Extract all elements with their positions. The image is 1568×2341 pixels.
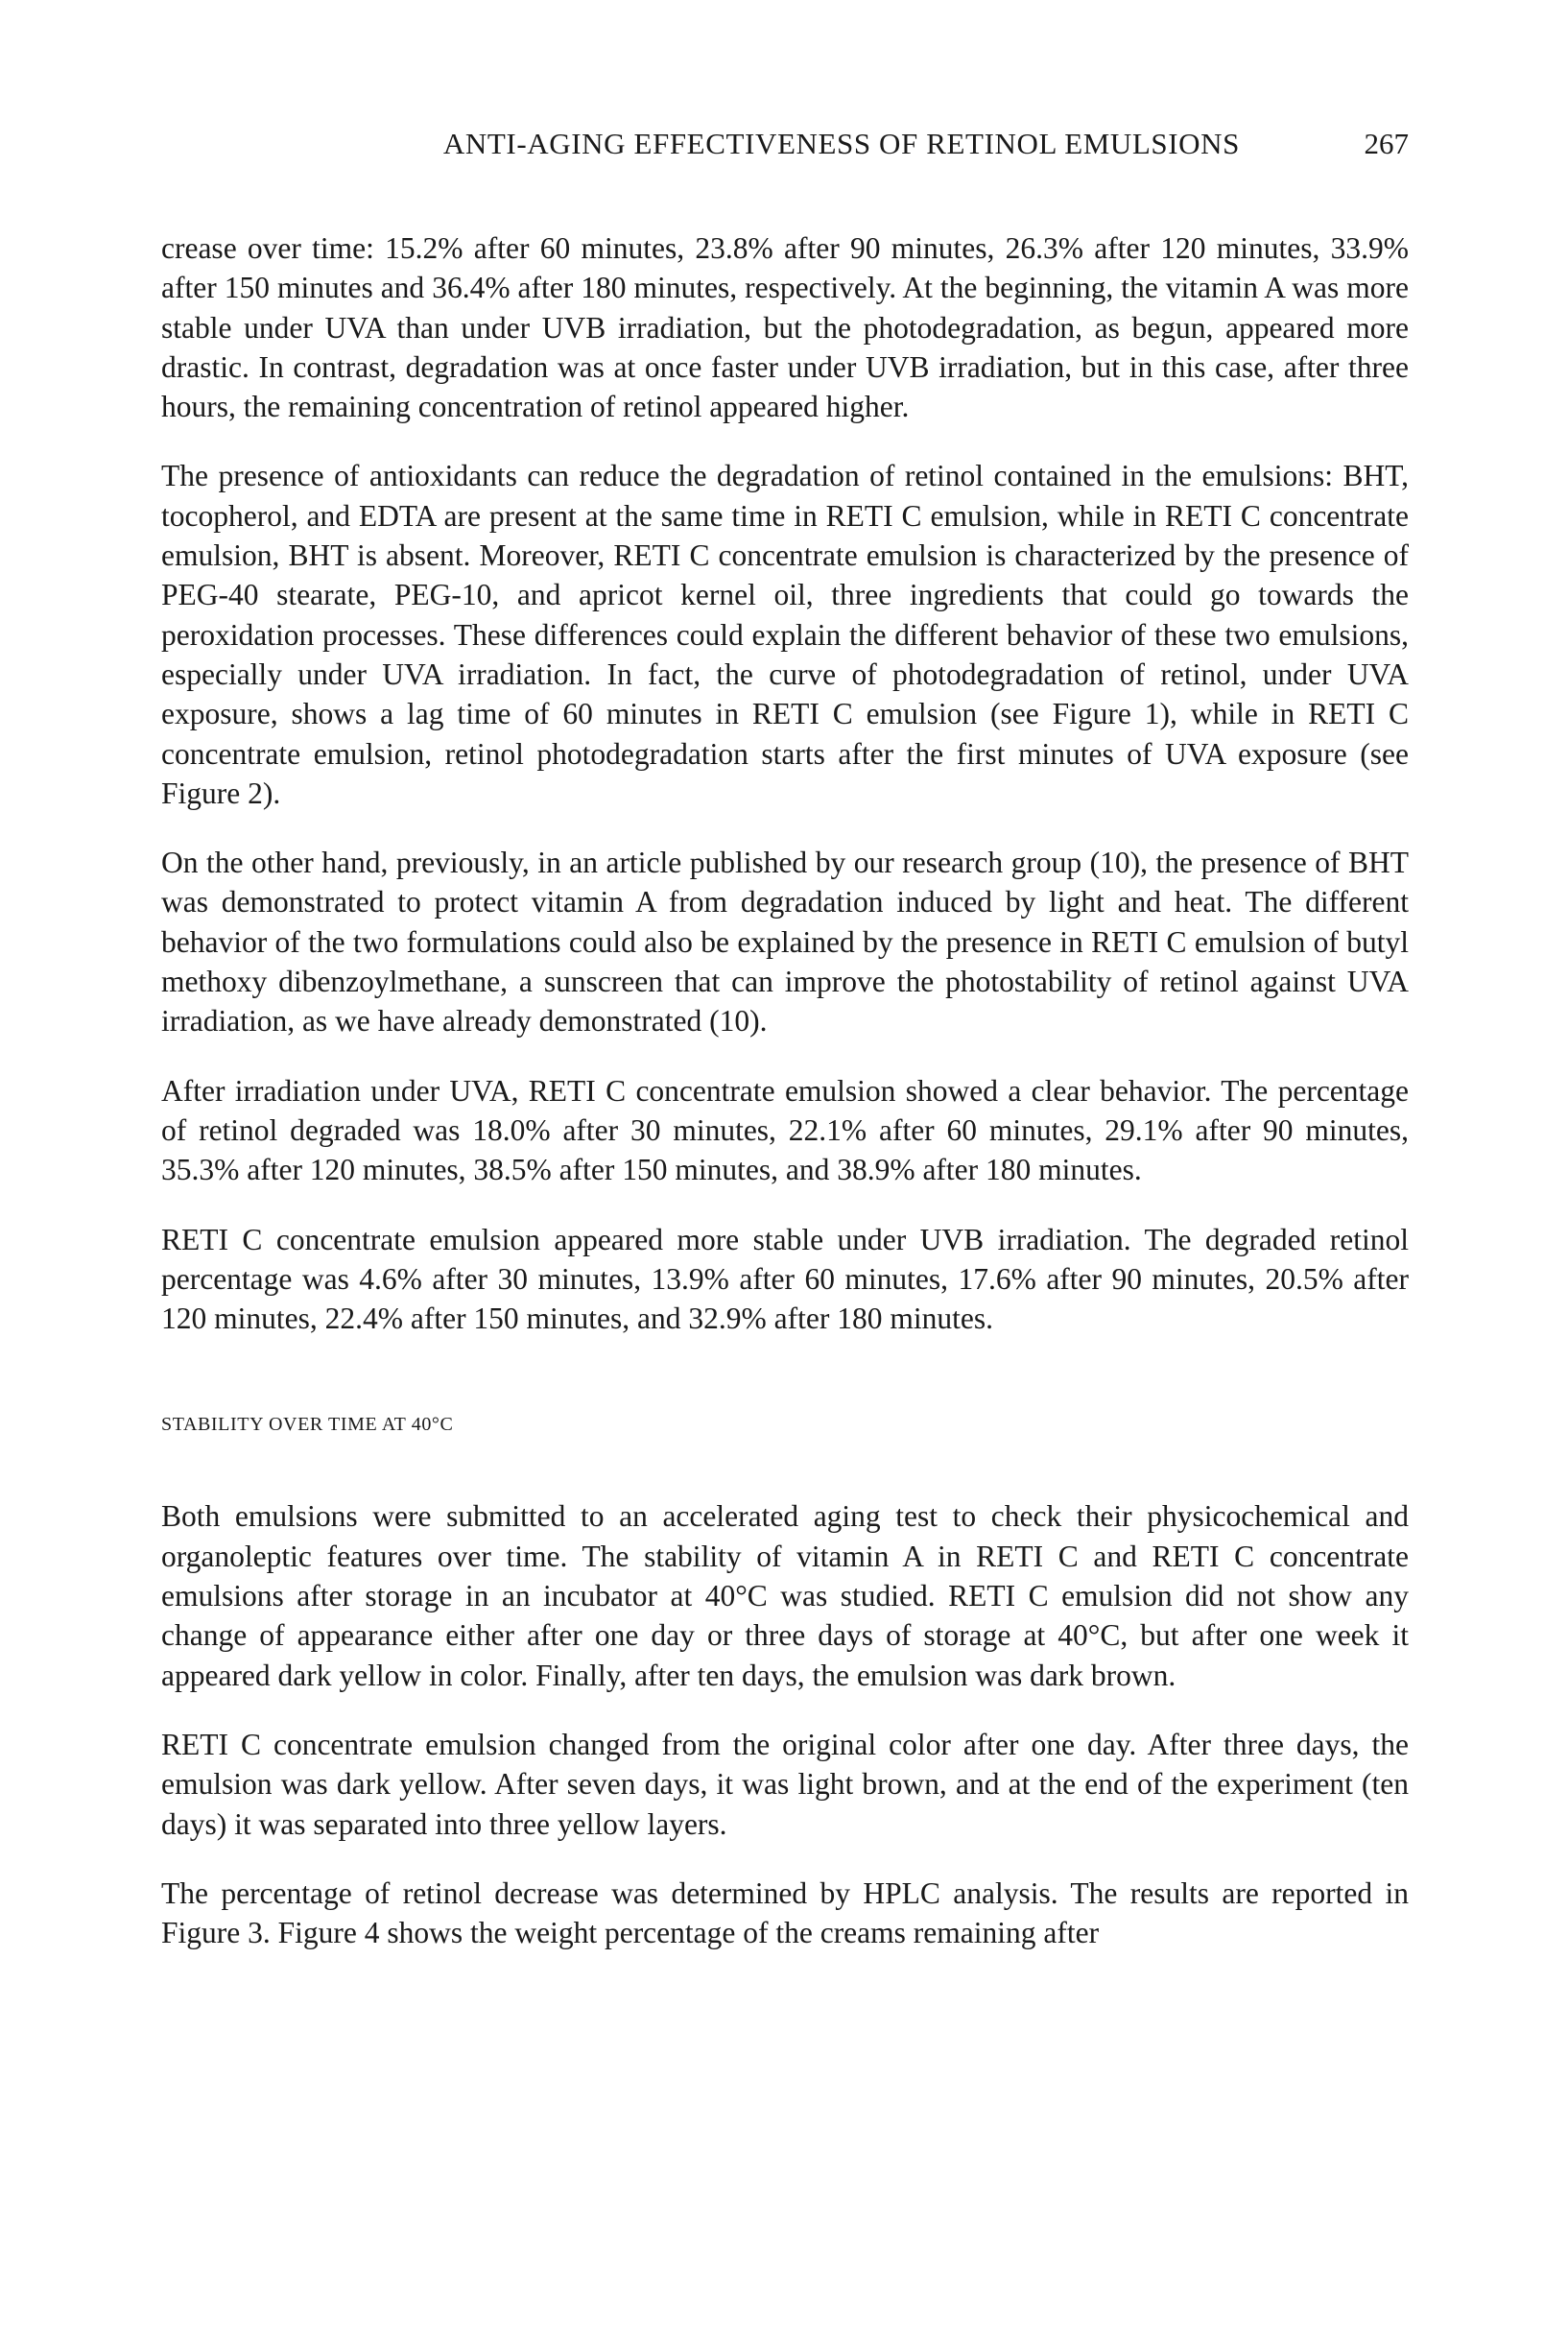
- paragraph-uvb-concentrate: RETI C concentrate emulsion appeared more stable under UVB irradiation. The degraded retinol percentage was 4.6% after 30 minutes, 13.9% after 60 minutes, 17.6% after 90 minutes, 20.5% after 120 minutes, 22.4% after 150 minutes, and 32.9% after 180 minutes.: [161, 1222, 1409, 1336]
- paragraph-bht-protection: On the other hand, previously, in an article published by our research group (10), the presence of BHT was demonstrated to protect vitamin A from degradation induced by light and heat. The different behavior of the two formulations could also be explained by the presence in RETI C emulsion of butyl methoxy dibenzoylmethane, a sunscreen that can improve the photostability of retinol against UVA irradiation, as we have already demonstrated (10).: [161, 846, 1409, 1039]
- paragraph-hplc-results: The percentage of retinol decrease was determined by HPLC analysis. The results are reported in Figure 3. Figure 4 shows the weight percentage of the creams remaining after: [161, 1875, 1409, 1950]
- running-title: ANTI-AGING EFFECTIVENESS OF RETINOL EMULSIONS: [442, 127, 1240, 160]
- paragraph-accelerated-aging: Both emulsions were submitted to an accelerated aging test to check their physicochemical and organoleptic features over time. The stability of vitamin A in RETI C and RETI C concentrate emulsions after storage in an incubator at 40°C was studied. RETI C emulsion did not show any change of appearance either after one day or three days of storage at 40°C, but after one week it appeared dark yellow in color. Finally, after ten days, the emulsion was dark brown.: [161, 1499, 1409, 1692]
- paragraph-uva-concentrate: After irradiation under UVA, RETI C concentrate emulsion showed a clear behavior. The percentage of retinol degraded was 18.0% after 30 minutes, 22.1% after 60 minutes, 29.1% after 90 minutes, 35.3% after 120 minutes, 38.5% after 150 minutes, and 38.9% after 180 minutes.: [161, 1073, 1409, 1187]
- paragraph-uva-uvb-degradation: crease over time: 15.2% after 60 minutes, 23.8% after 90 minutes, 26.3% after 120 minutes, 33.9% after 150 minutes and 36.4% after 180 minutes, respectively. At the beginning, the vitamin A was more stable under UVA than under UVB irradiation, but the photodegradation, as begun, appeared more drastic. In contrast, degradation was at once faster under UVB irradiation, but in this case, after three hours, the remaining concentration of retinol appeared higher.: [161, 231, 1409, 424]
- paragraph-antioxidants: The presence of antioxidants can reduce the degradation of retinol contained in the emulsions: BHT, tocopherol, and EDTA are present at the same time in RETI C emulsion, while in RETI C concentrate emulsion, BHT is absent. Moreover, RETI C concentrate emulsion is characterized by the presence of PEG-40 stearate, PEG-10, and apricot kernel oil, three ingredients that could go towards the peroxidation processes. These differences could explain the different behavior of these two emulsions, especially under UVA irradiation. In fact, the curve of photodegradation of retinol, under UVA exposure, shows a lag time of 60 minutes in RETI C emulsion (see Figure 1), while in RETI C concentrate emulsion, retinol photodegradation starts after the first minutes of UVA exposure (see Figure 2).: [161, 459, 1409, 810]
- page-number: 267: [1364, 127, 1409, 160]
- section-heading-stability: STABILITY OVER TIME AT 40°C: [161, 1414, 454, 1436]
- paragraph-color-change: RETI C concentrate emulsion changed from the original color after one day. After three days, the emulsion was dark yellow. After seven days, it was light brown, and at the end of the experiment (ten days) it was separated into three yellow layers.: [161, 1727, 1409, 1841]
- article-body: [161, 228, 1409, 1981]
- running-header: [161, 127, 1409, 175]
